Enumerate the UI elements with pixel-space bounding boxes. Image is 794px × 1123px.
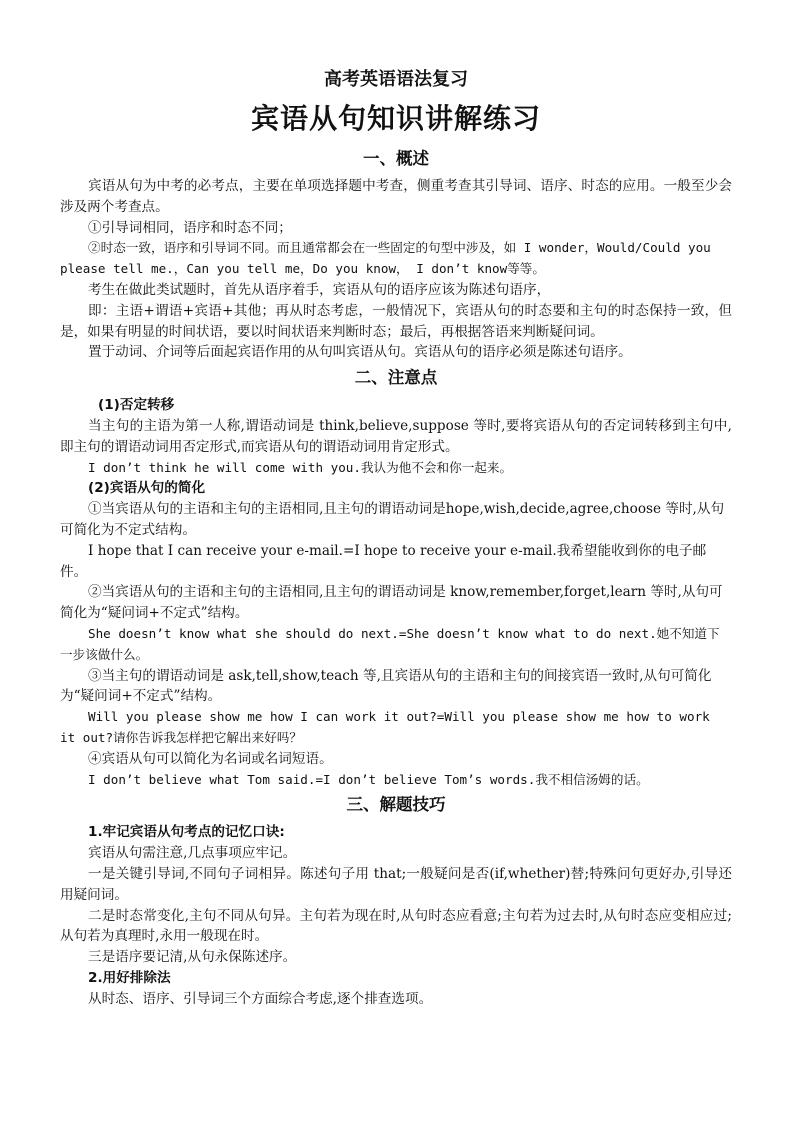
section-heading-tips: 三、解题技巧 [346,795,446,815]
paragraph: ②当宾语从句的主语和主句的主语相同,且主句的谓语动词是 know,remember,forget,learn 等时,从句可简化为“疑问词+不定式”结构。 [60,584,723,622]
document-top-title: 高考英语语法复习 [324,69,468,90]
example-sentence: I don’t believe what Tom said.=I don’t believe Tom’s words.我不相信汤姆的话。 [88,771,649,787]
paragraph: 一是关键引导词,不同句子词相异。陈述句子用 that;一般疑问是否(if,whether)替;特殊问句更好办,引导还用疑问词。 [60,865,732,903]
subheading: (1)否定转移 [98,397,175,414]
paragraph: 置于动词、介词等后面起宾语作用的从句叫宾语从句。宾语从句的语序必须是陈述句语序。 [88,344,632,361]
paragraph: ②时态一致，语序和引导词不同。而且通常都会在一些固定的句型中涉及，如 I wonder，Would/Could you please tell me.，Can you tell me，Do you know， I don’t know等等。 [60,240,711,277]
example-sentence: Will you please show me how I can work it out?=Will you please show me how to work it out?请你告诉我怎样把它解出来好吗？ [60,709,710,745]
paragraph: 从时态、语序、引导词三个方面综合考虑,逐个排查选项。 [88,990,433,1007]
paragraph: 宾语从句需注意,几点事项应牢记。 [88,845,297,862]
subheading: (2)宾语从句的简化 [88,480,206,497]
paragraph: ④宾语从句可以简化为名词或名词短语。 [88,750,333,767]
paragraph: ③当主句的谓语动词是 ask,tell,show,teach 等,且宾语从句的主语和主句的间接宾语一致时,从句可简化为“疑问词+不定式”结构。 [60,667,712,705]
example-sentence: I don’t think he will come with you.我认为他不会和你一起来。 [88,459,513,475]
example-sentence: She doesn’t know what she should do next.=She doesn’t know what to do next.她不知道下一步该做什么。 [60,625,720,662]
paragraph: 即：主语+谓语+宾语+其他；再从时态考虑，一般情况下，宾语从句的时态要和主句的时态保持一致，但是，如果有明显的时间状语，要以时间状语来判断时态；最后，再根据答语来判断疑问词。 [60,302,732,340]
paragraph: 宾语从句为中考的必考点，主要在单项选择题中考查，侧重考查其引导词、语序、时态的应用。一般至少会涉及两个考查点。 [60,178,732,215]
section-heading-overview: 一、概述 [363,149,429,168]
paragraph: 考生在做此类试题时，首先从语序着手，宾语从句的语序应该为陈述句语序， [88,281,551,298]
paragraph: ①当宾语从句的主语和主句的主语相同,且主句的谓语动词是hope,wish,decide,agree,choose 等时,从句可简化为不定式结构。 [60,501,725,538]
paragraph: 二是时态常变化,主句不同从句异。主句若为现在时,从句时态应看意;主句若为过去时,从句时态应变相应过; 从句若为真理时,永用一般现在时。 [60,907,732,945]
paragraph: 当主句的主语为第一人称,谓语动词是 think,believe,suppose 等时,要将宾语从句的否定词转移到主句中,即主句的谓语动词用否定形式,而宾语从句的谓语动词用肯定形式。 [60,417,732,455]
paragraph: 三是语序要记清,从句永保陈述序。 [88,949,297,966]
subheading: 1.牢记宾语从句考点的记忆口诀: [88,824,285,841]
subheading: 2.用好排除法 [88,969,171,986]
example-sentence: I hope that I can receive your e-mail.=I hope to receive your e-mail.我希望能收到你的电子邮件。 [60,542,707,580]
document-main-title: 宾语从句知识讲解练习 [250,102,541,135]
paragraph: ①引导词相同，语序和时态不同； [88,219,292,236]
section-heading-notes: 二、注意点 [354,368,438,388]
